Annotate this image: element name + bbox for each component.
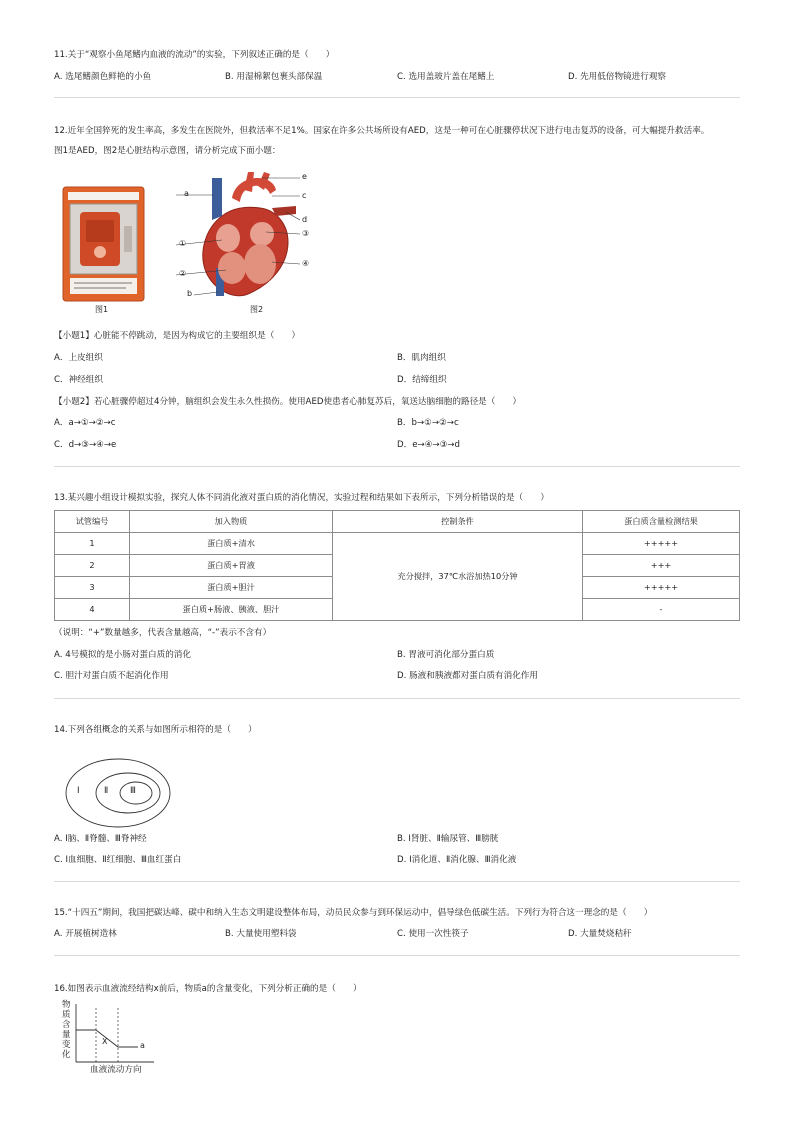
q11-stem: 11.关于“观察小鱼尾鳍内血液的流动”的实验，下列叙述正确的是（ ） — [54, 50, 335, 60]
ellipse-label-1: Ⅰ — [77, 786, 80, 796]
fig1-caption: 图1 — [95, 305, 109, 314]
q16-a-label: a — [140, 1041, 145, 1050]
q14-nested-ellipses — [64, 755, 174, 831]
heart-label-3: ③ — [302, 229, 310, 238]
q13-option-b[interactable]: B. 胃液可消化部分蛋白质 — [397, 650, 495, 660]
heart-label-b: b — [187, 289, 193, 298]
q11-option-c[interactable]: C. 选用盖玻片盖在尾鳍上 — [397, 72, 495, 82]
q15-stem: 15.“十四五”期间，我国把碳达峰、碳中和纳入生态文明建设整体布局，动员民众参与到环保运动中，倡导绿色低碳生活。下列行为符合这一理念的是（ ） — [54, 908, 653, 918]
q12-sub1-option-d[interactable]: D．结缔组织 — [397, 375, 447, 385]
table-header: 控制条件 — [333, 511, 583, 533]
q16-ylabel — [62, 1000, 72, 1060]
table-cell: 4 — [55, 599, 130, 621]
q13-table — [54, 510, 740, 621]
q13-option-c[interactable]: C. 胆汁对蛋白质不起消化作用 — [54, 671, 169, 681]
table-header: 蛋白质含量检测结果 — [583, 511, 740, 533]
q15-options — [54, 929, 744, 941]
q12-sub2-option-c[interactable]: C．d→③→④→e — [54, 440, 117, 450]
aed-image — [62, 186, 145, 302]
q16-stem: 16.如图表示血液流经结构x前后，物质a的含量变化，下列分析正确的是（ ） — [54, 984, 362, 994]
q11-options — [54, 72, 744, 84]
fig2-caption: 图2 — [250, 305, 264, 314]
ylabel-char: 化 — [62, 1050, 71, 1060]
q12-sub2-option-d[interactable]: D．e→④→③→d — [397, 440, 460, 450]
q11-option-b[interactable]: B. 用湿棉絮包裹头部保温 — [225, 72, 323, 82]
table-header: 试管编号 — [55, 511, 130, 533]
q11-option-d[interactable]: D. 先用低倍物镜进行观察 — [568, 72, 667, 82]
q13-option-d[interactable]: D. 肠液和胰液都对蛋白质有消化作用 — [397, 671, 538, 681]
divider — [54, 881, 740, 882]
q12-sub1-option-a[interactable]: A．上皮组织 — [54, 353, 103, 363]
q14-option-a[interactable]: A. Ⅰ脑、Ⅱ脊髓、Ⅲ脊神经 — [54, 834, 147, 844]
q14-option-c[interactable]: C. Ⅰ血细胞、Ⅱ红细胞、Ⅲ血红蛋白 — [54, 855, 182, 865]
table-cell: 蛋白质+清水 — [130, 533, 333, 555]
divider — [54, 466, 740, 467]
table-cell: 2 — [55, 555, 130, 577]
q14-option-b[interactable]: B. Ⅰ肾脏、Ⅱ输尿管、Ⅲ膀胱 — [397, 834, 499, 844]
ylabel-char: 量 — [62, 1030, 71, 1040]
heart-label-a: a — [184, 189, 189, 198]
table-header-row — [55, 511, 740, 533]
ellipse-label-2: Ⅱ — [104, 786, 109, 796]
q13-note: （说明：“+”数量越多，代表含量越高，“-”表示不含有） — [54, 628, 272, 638]
ylabel-char: 变 — [62, 1040, 71, 1050]
table-cell: 1 — [55, 533, 130, 555]
heart-label-1: ① — [179, 239, 187, 248]
q12-sub1-option-b[interactable]: B．肌肉组织 — [397, 353, 446, 363]
divider — [54, 698, 740, 699]
divider — [54, 955, 740, 956]
heart-label-e: e — [302, 172, 307, 181]
table-header: 加入物质 — [130, 511, 333, 533]
q13-option-a[interactable]: A. 4号模拟的是小肠对蛋白质的消化 — [54, 650, 191, 660]
q12-sub2-option-a[interactable]: A．a→①→②→c — [54, 418, 116, 428]
ylabel-char: 含 — [62, 1020, 71, 1030]
q12-stem-line2: 图1是AED，图2是心脏结构示意图，请分析完成下面小题： — [54, 146, 281, 156]
table-cell: 蛋白质+胆汁 — [130, 577, 333, 599]
q12-stem-line1: 12.近年全国猝死的发生率高，多发生在医院外，但救活率不足1%。国家在许多公共场所设有AED，这是一种可在心脏骤停状况下进行电击复苏的设备，可大幅提升救活率。 — [54, 126, 710, 136]
q12-sub2-stem: 【小题2】若心脏骤停超过4分钟，脑组织会发生永久性损伤。使用AED使患者心肺复苏后，氧送达脑细胞的路径是（ ） — [54, 397, 522, 407]
table-cell-condition: 充分搅拌，37℃水浴加热10分钟 — [333, 533, 583, 621]
q14-stem: 14.下列各组概念的关系与如图所示相符的是（ ） — [54, 725, 257, 735]
table-cell: +++++ — [583, 577, 740, 599]
q16-xlabel: 血液流动方向 — [90, 1065, 142, 1075]
q15-option-a[interactable]: A. 开展植树造林 — [54, 929, 117, 939]
q15-option-d[interactable]: D. 大量焚烧秸秆 — [568, 929, 632, 939]
heart-label-2: ② — [179, 269, 187, 278]
q15-option-c[interactable]: C. 使用一次性筷子 — [397, 929, 469, 939]
table-row — [55, 533, 740, 555]
q14-option-d[interactable]: D. Ⅰ消化道、Ⅱ消化腺、Ⅲ消化液 — [397, 855, 517, 865]
q12-sub1-stem: 【小题1】心脏能不停跳动，是因为构成它的主要组织是（ ） — [54, 331, 301, 341]
table-cell: 3 — [55, 577, 130, 599]
q12-sub1-option-c[interactable]: C．神经组织 — [54, 375, 103, 385]
table-cell: - — [583, 599, 740, 621]
ylabel-char: 物 — [62, 1000, 71, 1010]
divider — [54, 97, 740, 98]
q16-x-label: X — [102, 1037, 108, 1046]
q13-stem: 13.某兴趣小组设计模拟实验，探究人体不同消化液对蛋白质的消化情况，实验过程和结果如下表所示，下列分析错误的是（ ） — [54, 493, 549, 503]
table-cell: +++++ — [583, 533, 740, 555]
q11-option-a[interactable]: A. 选尾鳍颜色鲜艳的小鱼 — [54, 72, 152, 82]
heart-diagram — [176, 168, 316, 302]
table-cell: 蛋白质+胃液 — [130, 555, 333, 577]
table-cell: +++ — [583, 555, 740, 577]
heart-label-c: c — [302, 191, 307, 200]
q15-option-b[interactable]: B. 大量使用塑料袋 — [225, 929, 297, 939]
q12-sub2-option-b[interactable]: B．b→①→②→c — [397, 418, 459, 428]
heart-label-4: ④ — [302, 259, 310, 268]
ellipse-label-3: Ⅲ — [130, 786, 136, 796]
table-cell: 蛋白质+肠液、胰液、胆汁 — [130, 599, 333, 621]
ylabel-char: 质 — [62, 1010, 71, 1020]
heart-label-d: d — [302, 215, 308, 224]
